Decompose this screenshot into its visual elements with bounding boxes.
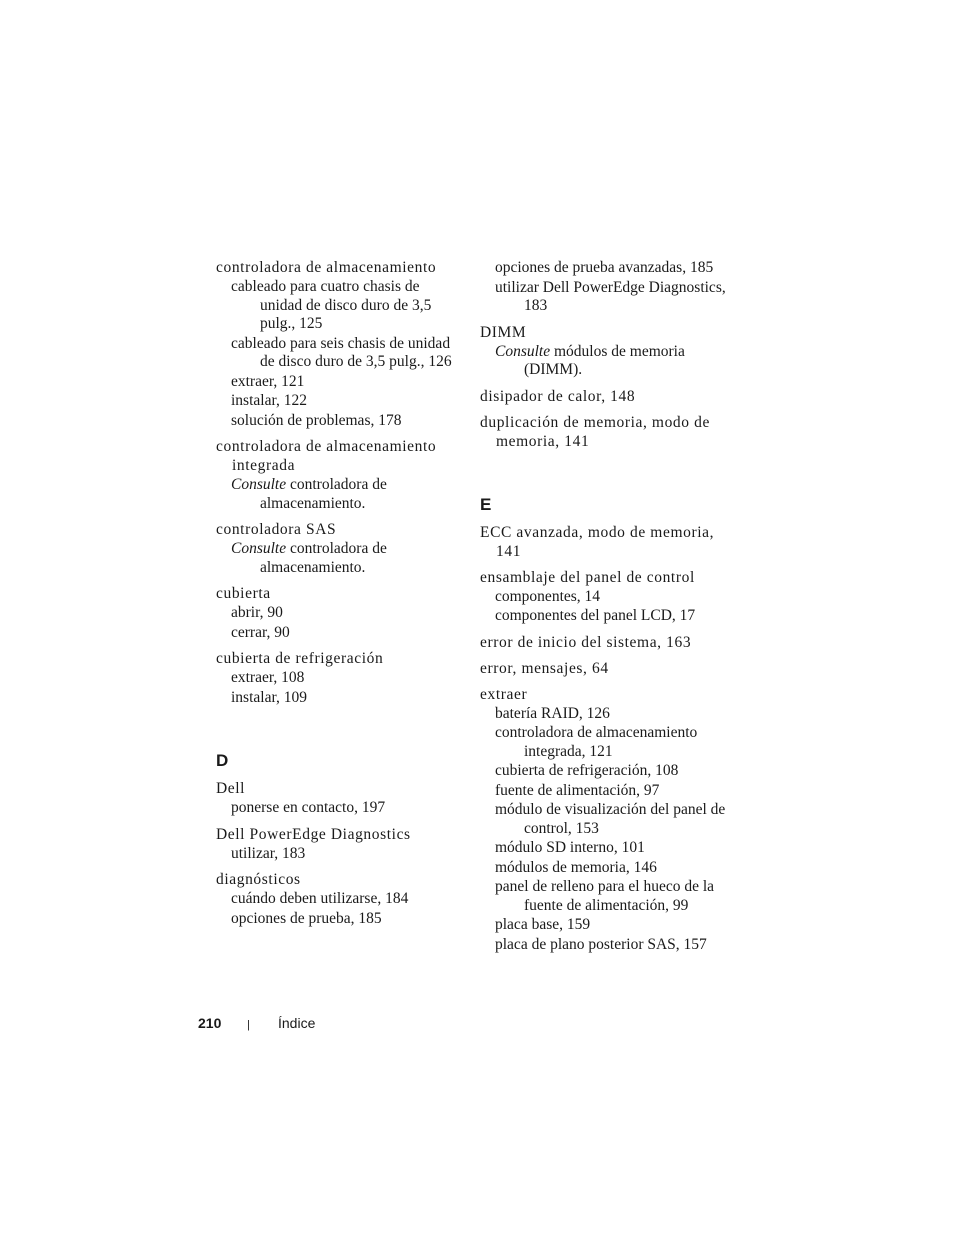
index-term: DIMM <box>480 323 527 341</box>
index-letter-heading: D <box>216 751 229 770</box>
index-letter-heading: E <box>480 494 492 514</box>
index-subentry <box>480 343 726 380</box>
index-subentry-text: placa base, 159 <box>495 916 591 933</box>
index-subentry <box>216 799 462 818</box>
index-term: Dell <box>216 780 246 797</box>
index-entry <box>216 258 462 430</box>
index-subentry <box>480 588 726 607</box>
index-subentry-text: cableado para seis chasis de unidad de disco duro de 3,5 pulg., 126 <box>231 334 452 370</box>
cross-reference-label: Consulte <box>231 540 287 557</box>
index-subentry <box>480 839 726 858</box>
index-entry <box>480 323 726 380</box>
index-subentry-text: extraer, 108 <box>231 669 305 686</box>
index-term: duplicación de memoria, modo de memoria, 141 <box>480 413 710 450</box>
index-subentry-text: cableado para cuatro chasis de unidad de disco duro de 3,5 pulg., 125 <box>231 278 432 332</box>
index-subentry-text: panel de relleno para el hueco de la fuente de alimentación, 99 <box>495 878 715 914</box>
index-subentry-text: opciones de prueba, 185 <box>231 909 382 927</box>
index-term: cubierta <box>216 585 271 602</box>
index-subentry-text: instalar, 109 <box>231 688 308 706</box>
index-subentry <box>216 392 462 411</box>
index-subentry <box>480 762 726 781</box>
index-subentry <box>216 910 462 929</box>
section-title: Índice <box>278 1015 316 1031</box>
index-column-left <box>216 258 462 935</box>
index-subentry-text: solución de problemas, 178 <box>231 411 402 429</box>
index-subentry-text: opciones de prueba avanzadas, 185 <box>495 259 714 276</box>
index-subentry <box>480 936 726 955</box>
index-subentry-text: módulo SD interno, 101 <box>495 839 645 856</box>
index-subentry <box>216 540 462 577</box>
index-subentry-text: módulos de memoria (DIMM). <box>524 342 685 378</box>
index-subentry-text: placa de plano posterior SAS, 157 <box>495 935 707 953</box>
index-entry <box>216 437 462 513</box>
index-subentry <box>216 335 462 372</box>
index-entry <box>216 870 462 928</box>
index-term: ECC avanzada, modo de memoria, 141 <box>480 523 715 560</box>
index-term: ensamblaje del panel de control <box>480 568 695 586</box>
index-subentry-text: controladora de almacenamiento. <box>260 540 387 576</box>
cross-reference-label: Consulte <box>231 476 287 493</box>
index-subentry-text: extraer, 121 <box>231 372 305 390</box>
page-number: 210 <box>198 1015 222 1031</box>
index-term: controladora de almacenamiento integrada <box>216 438 437 474</box>
index-term: controladora SAS <box>216 521 337 538</box>
index-entry <box>480 387 726 406</box>
index-entry <box>216 584 462 642</box>
index-entry <box>480 523 726 561</box>
index-entry <box>480 259 726 316</box>
index-subentry <box>216 624 462 643</box>
index-subentry <box>216 278 462 334</box>
index-subentry <box>480 782 726 801</box>
index-entry <box>480 685 726 955</box>
index-subentry <box>216 604 462 623</box>
index-term: error de inicio del sistema, 163 <box>480 633 692 651</box>
index-subentry <box>216 845 462 864</box>
index-subentry <box>480 724 726 761</box>
index-subentry <box>480 705 726 724</box>
index-subentry <box>480 259 726 278</box>
index-entry <box>216 825 462 864</box>
index-subentry-text: cubierta de refrigeración, 108 <box>495 762 679 779</box>
cross-reference-label: Consulte <box>495 342 551 360</box>
index-column-right <box>480 258 726 961</box>
index-entry <box>480 568 726 626</box>
index-subentry <box>216 689 462 708</box>
index-subentry-text: controladora de almacenamiento. <box>260 476 387 512</box>
index-subentry <box>216 476 462 513</box>
index-subentry-text: cerrar, 90 <box>231 623 290 641</box>
index-subentry-text: componentes del panel LCD, 17 <box>495 607 696 624</box>
index-subentry-text: controladora de almacenamiento integrada, 121 <box>495 724 698 760</box>
index-subentry-text: utilizar Dell PowerEdge Diagnostics, 183 <box>495 278 726 314</box>
index-subentry <box>480 801 726 838</box>
index-term: controladora de almacenamiento <box>216 259 437 276</box>
index-subentry-text: componentes, 14 <box>495 587 601 605</box>
index-subentry-text: instalar, 122 <box>231 392 308 409</box>
index-subentry-text: abrir, 90 <box>231 604 283 621</box>
index-entry <box>216 779 462 818</box>
footer-separator: | <box>247 1019 250 1031</box>
index-term: cubierta de refrigeración <box>216 650 384 667</box>
index-subentry-text: batería RAID, 126 <box>495 704 610 722</box>
index-subentry <box>216 669 462 688</box>
index-term: extraer <box>480 685 528 703</box>
index-subentry <box>480 916 726 935</box>
index-subentry-text: cuándo deben utilizarse, 184 <box>231 890 409 907</box>
index-term: error, mensajes, 64 <box>480 659 609 677</box>
index-subentry <box>480 859 726 878</box>
index-subentry-text: fuente de alimentación, 97 <box>495 781 660 799</box>
index-subentry <box>480 279 726 316</box>
index-subentry <box>216 373 462 392</box>
index-subentry-text: utilizar, 183 <box>231 844 306 862</box>
index-subentry <box>216 890 462 909</box>
index-subentry-text: módulos de memoria, 146 <box>495 858 657 876</box>
index-entry <box>480 413 726 451</box>
index-entry <box>480 633 726 652</box>
index-entry <box>216 520 462 577</box>
index-term: Dell PowerEdge Diagnostics <box>216 825 411 843</box>
index-entry <box>216 649 462 707</box>
index-subentry-text: módulo de visualización del panel de control, 153 <box>495 801 726 837</box>
index-term: disipador de calor, 148 <box>480 387 636 405</box>
index-subentry-text: ponerse en contacto, 197 <box>231 799 386 816</box>
index-subentry <box>480 607 726 626</box>
index-subentry <box>480 878 726 915</box>
index-entry <box>480 659 726 678</box>
index-term: diagnósticos <box>216 871 301 888</box>
index-subentry <box>216 412 462 431</box>
